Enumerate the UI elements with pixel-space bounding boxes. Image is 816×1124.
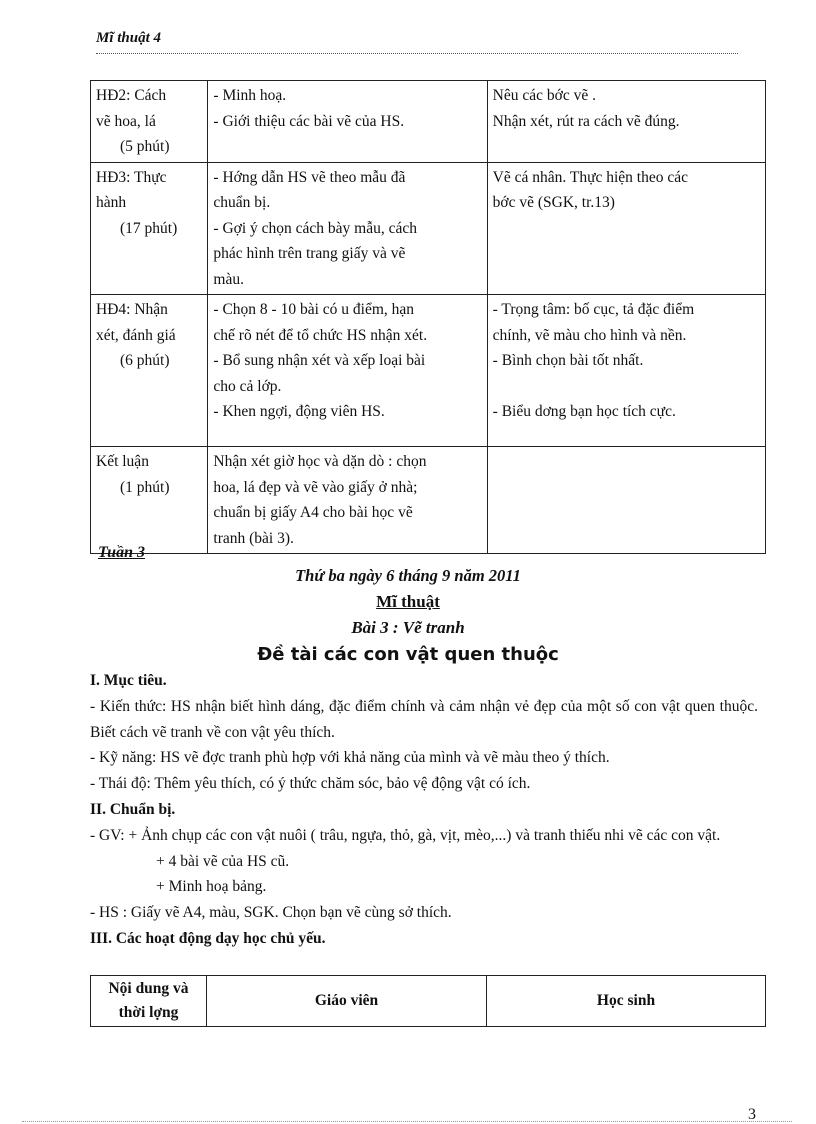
cell-line: chuẩn bị.: [213, 194, 271, 211]
table-cell-col1: [91, 162, 208, 295]
table-cell-col3: [487, 162, 765, 295]
cell-line: - Biểu dơng bạn học tích cực.: [492, 403, 676, 420]
cell-line: chuẩn bị giấy A4 cho bài học vẽ: [213, 504, 413, 521]
header-cell-line: Nội dung và: [108, 980, 189, 997]
objective-knowledge: - Kiến thức: HS nhận biết hình dáng, đặc điểm chính và cảm nhận vẻ đẹp của một số con vật quen thuộc. Biết cách vẽ tranh về con vật yêu thích.: [90, 697, 758, 741]
cell-line: Nhận xét giờ học và dặn dò : chọn: [213, 453, 427, 470]
prep-teacher-item-3: + Minh hoạ bảng.: [156, 878, 267, 896]
cell-line: hành: [96, 194, 127, 211]
cell-line: vẽ hoa, lá: [96, 112, 156, 130]
header-title: Mĩ thuật 4: [96, 30, 162, 46]
topic-title: Đề tài các con vật quen thuộc: [257, 644, 559, 665]
header-cell-line: thời lợng: [118, 1004, 179, 1021]
table-cell-col3: [487, 81, 765, 163]
cell-line: Nhận xét, rút ra cách vẽ đúng.: [492, 112, 680, 130]
header-cell-student: Học sinh: [487, 976, 766, 1027]
prep-teacher-item-2: + 4 bài vẽ của HS cũ.: [156, 852, 290, 870]
lesson-body: [90, 668, 758, 952]
cell-line: - Hớng dẫn HS vẽ theo mẫu đã: [213, 168, 406, 186]
cell-line: tranh (bài 3).: [213, 529, 294, 547]
cell-line: - Chọn 8 - 10 bài có u điểm, hạn: [213, 301, 415, 318]
objective-attitude: - Thái độ: Thêm yêu thích, có ý thức chăm sóc, bảo vệ động vật có ích.: [90, 775, 531, 793]
cell-line: - Bình chọn bài tốt nhất.: [492, 352, 644, 369]
table-cell-col1: [91, 295, 208, 447]
cell-line: - Bổ sung nhận xét và xếp loại bài: [213, 352, 426, 369]
cell-line: HĐ3: Thực: [96, 168, 167, 186]
cell-line: - Khen ngợi, động viên HS.: [213, 403, 385, 420]
header-cell-content-time: [91, 976, 207, 1027]
cell-line: cho cả lớp.: [213, 377, 282, 395]
header-cell-teacher: Giáo viên: [207, 976, 487, 1027]
section-preparation-heading: II. Chuẩn bị.: [90, 800, 176, 818]
table-cell-col2: [208, 447, 487, 554]
cell-line: [493, 374, 760, 400]
cell-line: HĐ2: Cách: [96, 87, 167, 104]
cell-line: HĐ4: Nhận: [96, 301, 168, 318]
table-cell-col2: [208, 295, 487, 447]
activities-table-1: [90, 80, 766, 554]
lesson-title: Bài 3 : Vẽ tranh: [351, 618, 465, 637]
subject-title: Mĩ thuật: [376, 592, 440, 611]
cell-line: (17 phút): [120, 219, 178, 237]
cell-line: (1 phút): [120, 478, 170, 496]
header-rule: [96, 53, 738, 54]
cell-line: chính, vẽ màu cho hình và nền.: [492, 326, 687, 344]
table-cell-col3: [487, 295, 765, 447]
cell-line: (6 phút): [120, 352, 170, 369]
cell-line: Kết luận: [96, 453, 149, 470]
cell-line: Nêu các bớc vẽ .: [492, 87, 596, 104]
table-row: [91, 447, 766, 554]
table-row: [91, 81, 766, 163]
cell-line: - Minh hoạ.: [213, 87, 287, 104]
table-cell-col2: [208, 81, 487, 163]
week-label: Tuần 3: [98, 544, 145, 561]
objective-skill: - Kỹ năng: HS vẽ đợc tranh phù hợp với khả năng của mình và vẽ màu theo ý thích.: [90, 749, 610, 767]
footer-rule: [22, 1121, 792, 1122]
table-row: [91, 295, 766, 447]
table-row: [91, 162, 766, 295]
cell-line: - Gợi ý chọn cách bày mẫu, cách: [213, 219, 417, 237]
cell-line: chế rõ nét để tổ chức HS nhận xét.: [213, 326, 428, 344]
table-cell-col1: [91, 447, 208, 554]
cell-line: bớc vẽ (SGK, tr.13): [492, 194, 615, 211]
table-cell-col2: [208, 162, 487, 295]
activities-table-2-header: [90, 975, 766, 1027]
lesson-date: Thứ ba ngày 6 tháng 9 năm 2011: [295, 566, 521, 585]
cell-line: (5 phút): [120, 138, 170, 155]
table-cell-col1: [91, 81, 208, 163]
section-activities-heading: III. Các hoạt động dạy học chủ yếu.: [90, 929, 326, 947]
cell-line: màu.: [213, 270, 244, 288]
section-objectives-heading: I. Mục tiêu.: [90, 672, 167, 689]
cell-line: - Trọng tâm: bố cục, tả đặc điểm: [492, 301, 695, 318]
prep-student: - HS : Giấy vẽ A4, màu, SGK. Chọn bạn vẽ cùng sở thích.: [90, 904, 452, 922]
table-cell-col3: [487, 447, 765, 554]
cell-line: xét, đánh giá: [96, 326, 176, 344]
cell-line: Vẽ cá nhân. Thực hiện theo các: [492, 168, 688, 186]
cell-line: phác hình trên trang giấy và vẽ: [213, 245, 406, 262]
cell-line: hoa, lá đẹp và vẽ vào giấy ở nhà;: [213, 478, 418, 496]
cell-line: - Giới thiệu các bài vẽ của HS.: [213, 112, 405, 130]
page-number: 3: [748, 1106, 756, 1123]
prep-teacher: - GV: + Ảnh chụp các con vật nuôi ( trâu, ngựa, thỏ, gà, vịt, mèo,...) và tranh thiếu nhi vẽ các con vật.: [90, 826, 721, 844]
